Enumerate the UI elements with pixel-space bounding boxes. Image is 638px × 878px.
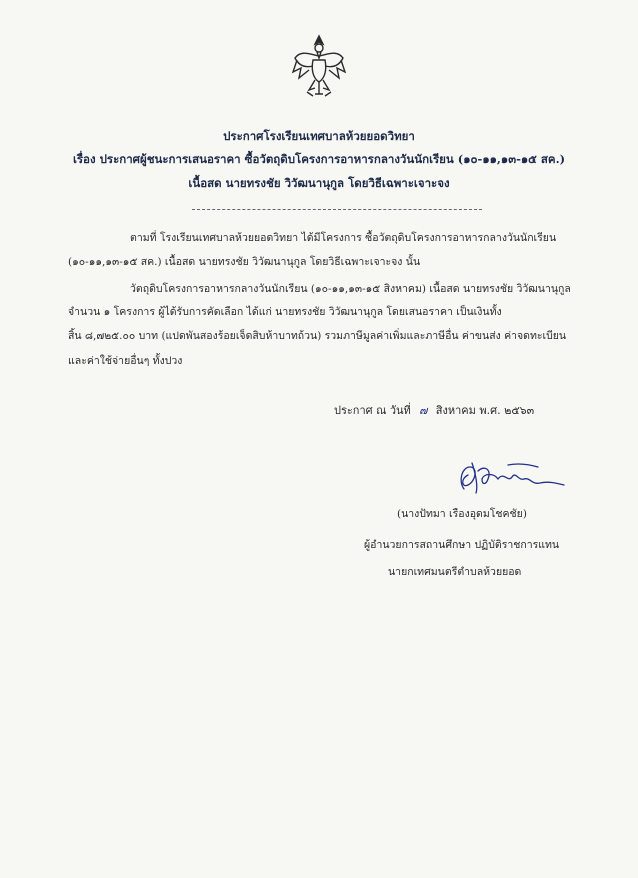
announcement-date [334,401,534,419]
signer-position: ผู้อำนวยการสถานศึกษา ปฏิบัติราชการแทน [364,539,560,551]
date-prefix: ประกาศ ณ วันที่ [334,404,411,417]
date-month-year: สิงหาคม พ.ศ. ๒๕๖๓ [435,404,535,417]
signer-name: (นางปัทมา เรืองอุดมโชคชัย) [397,508,527,520]
dashed-divider [192,209,482,210]
body-line: และค่าใช้จ่ายอื่นๆ ทั้งปวง [68,355,183,367]
announcement-title: ประกาศโรงเรียนเทศบาลห้วยยอดวิทยา [223,129,415,143]
handwritten-day: ๗ [419,404,428,417]
body-line: จำนวน ๑ โครงการ ผู้ได้รับการคัดเลือก ได้แก่ นายทรงชัย วิวัฒนานุกูล โดยเสนอราคา เป็นเงินทั้ง [68,306,502,318]
subject-line: เรื่อง ประกาศผู้ชนะการเสนอราคา ซื้อวัตถุดิบโครงการอาหารกลางวันนักเรียน (๑๐-๑๑,๑๓-๑๕ สค.) [72,152,566,166]
body-line: (๑๐-๑๑,๑๓-๑๕ สค.) เนื้อสด นายทรงชัย วิวัฒนานุกูล โดยวิธีเฉพาะเจาะจง นั้น [68,256,421,268]
signer-position-continued: นายกเทศมนตรีตำบลห้วยยอด [388,566,522,578]
body-line: สิ้น ๘,๗๒๕.๐๐ บาท (แปดพันสองร้อยเจ็ดสิบห้าบาทถ้วน) รวมภาษีมูลค่าเพิ่มและภาษีอื่น ค่าขนส่ง ค่าจดทะเบียน [68,330,567,342]
body-line: วัตถุดิบโครงการอาหารกลางวันนักเรียน (๑๐-๑๑,๑๓-๑๕ สิงหาคม) เนื้อสด นายทรงชัย วิวัฒนานุกูล [130,283,571,295]
handwritten-signature [448,455,568,499]
subject-line-continued: เนื้อสด นายทรงชัย วิวัฒนานุกูล โดยวิธีเฉพาะเจาะจง [188,176,450,190]
garuda-emblem-icon [291,32,347,100]
body-line: ตามที่ โรงเรียนเทศบาลห้วยยอดวิทยา ได้มีโครงการ ซื้อวัตถุดิบโครงการอาหารกลางวันนักเรียน [130,232,557,244]
